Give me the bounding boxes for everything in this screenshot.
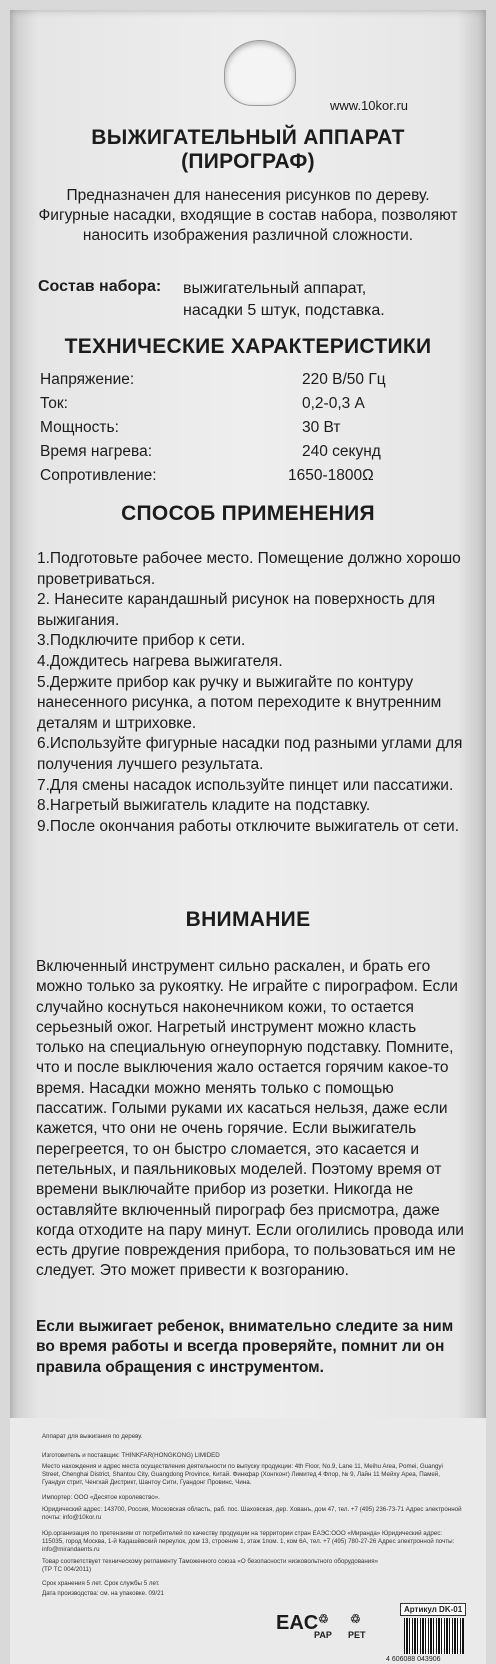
footer-line: Товар соответствует техническому регламенту Таможенного союза «О безопасности низковольтного оборудования» (ТР ТС 004/2011) (42, 1558, 379, 1573)
kit-label: Состав набора: (38, 278, 162, 295)
usage-step: 5.Держите прибор как ручку и выжигайте по контуру нанесенного рисунка, а потом переходите к внутренним деталям и штриховке. (37, 673, 442, 732)
usage-step: 9.После окончания работы отключите выжигатель от сети. (37, 817, 460, 835)
usage-step: 2. Нанесите карандашный рисунок на поверхность для выжигания. (37, 591, 436, 629)
usage-step: 3.Подключите прибор к сети. (37, 632, 246, 650)
footer-line: Изготовитель и поставщик: THINKFAR(HONGKONG) LIMIDED (42, 1452, 220, 1459)
pap-label: PAP (314, 1630, 332, 1640)
kit-line-2: насадки 5 штук, подставка. (183, 302, 385, 319)
spec-value: 1650-1800Ω (288, 467, 374, 484)
product-title: ВЫЖИГАТЕЛЬНЫЙ АППАРАТ (91, 126, 405, 149)
usage-step: 1.Подготовьте рабочее место. Помещение должно хорошо проветриваться. (37, 550, 461, 588)
footer-line: Срок хранения 5 лет. Срок службы 5 лет. (42, 1580, 160, 1587)
kit-contents (183, 278, 443, 322)
website-url: www.10kor.ru (330, 98, 409, 113)
footer-line: Дата производства: см. на упаковке. 09/21 (42, 1590, 164, 1597)
kit-line-1: выжигательный аппарат, (183, 280, 367, 297)
specs-heading: ТЕХНИЧЕСКИЕ ХАРАКТЕРИСТИКИ (64, 335, 432, 358)
footer-line: Юр.организация по претензиям от потребителей по качеству продукции на территории стран ЕАЭС:ООО «Миранда» Юридический адрес: 115035, город Москва, 1-й Кадашёвский переулок, дом 13, строение 1, этаж 1пом. 1, ком 6А, тел. +7 (495) 780-27-26 Адрес электронной почты: info@mirandaents.ru (42, 1530, 455, 1553)
eac-mark: EAC (276, 1612, 319, 1634)
spec-key: Сопротивление: (40, 467, 157, 484)
spec-key: Напряжение: (40, 371, 135, 388)
usage-step: 7.Для смены насадок используйте пинцет или пассатижи. (37, 776, 454, 794)
spec-value: 220 В/50 Гц (302, 371, 386, 388)
footer-line: Импортер: ООО «Десятое королевство». (42, 1494, 160, 1501)
recycle-icon: ♲ (350, 1612, 361, 1626)
warning-heading: ВНИМАНИЕ (185, 908, 311, 931)
spec-value: 30 Вт (302, 419, 341, 436)
hang-slot (224, 40, 296, 106)
recycle-icon: ♲ (318, 1612, 329, 1626)
barcode-number: 4 606088 043906 (386, 1656, 441, 1663)
spec-key: Время нагрева: (40, 443, 152, 460)
usage-heading: СПОСОБ ПРИМЕНЕНИЯ (121, 502, 375, 525)
footer-line: Аппарат для выжигания по дереву. (42, 1433, 143, 1440)
footer-line: Юридический адрес: 143700, Россия, Московская область, раб. пос. Шаховская, дер. Хованъ, дом 47, тел. +7 (495) 236-73-71 Адрес электронной почты: info@10kor.ru (42, 1506, 462, 1521)
footer-line: Место нахождения и адрес места осуществления деятельности по выпуску продукции: 4th Floor, No.9, Lane 11, Meihu Area, Pomei, Guangyi Street, Chenghai District, Shantou City, Guangdong Province, Китай. Финкфар (Хонгконг) Лимитед 4 Флор, № 9, Лайн 11 Мейху Ареа, Памей, Гуандуи стрит, Ченгхай Дистрикт, Шантоу Сити, Гуандонг Провинс, Чина. (42, 1463, 443, 1486)
spec-key: Мощность: (40, 419, 119, 436)
product-subtitle: (ПИРОГРАФ) (181, 150, 315, 173)
usage-step: 4.Дождитесь нагрева выжигателя. (37, 652, 283, 670)
barcode (404, 1618, 464, 1654)
warning-text: Включенный инструмент сильно раскален, и брать его можно только за рукоятку. Не играйте с пирографом. Если случайно коснуться наконечником кожи, то остается серьезный ожог. Нагретый инструмент можно класть только на специальную огнеупорную подставку. Помните, что и после выключения жало остается горячим какое-то время. Насадки можно менять только с помощью пассатиж. Голыми руками их касаться нельзя, даже если кажется, что они не очень горячие. Если выжигатель перегреется, то он быстро сломается, это касается и петельных, и паяльниковых моделей. Поэтому время от времени выключайте прибор из розетки. Никогда не оставляйте включенный пирограф без присмотра, даже когда отходите на пару минут. Если оголились провода или есть другие повреждения прибора, то пользоваться им не следует. Это может привести к возгоранию. (36, 958, 464, 1280)
spec-value: 0,2-0,3 А (302, 395, 365, 412)
spec-key: Ток: (40, 395, 68, 412)
pet-label: PET (348, 1630, 366, 1640)
usage-step: 6.Используйте фигурные насадки под разными углами для получения лучшего результата. (37, 735, 463, 773)
usage-steps (37, 549, 467, 837)
product-description: Предназначен для нанесения рисунков по дереву. Фигурные насадки, входящие в состав набора, позволяют наносить изображения различной сложности. (38, 187, 458, 244)
spec-value: 240 секунд (302, 443, 381, 460)
usage-step: 8.Нагретый выжигатель кладите на подставку. (37, 797, 371, 815)
article-number: Артикул DK-01 (400, 1603, 466, 1616)
warning-child-note: Если выжигает ребенок, внимательно следите за ним во время работы и всегда проверяйте, помнит ли он правила обращения с инструментом. (36, 1318, 454, 1376)
